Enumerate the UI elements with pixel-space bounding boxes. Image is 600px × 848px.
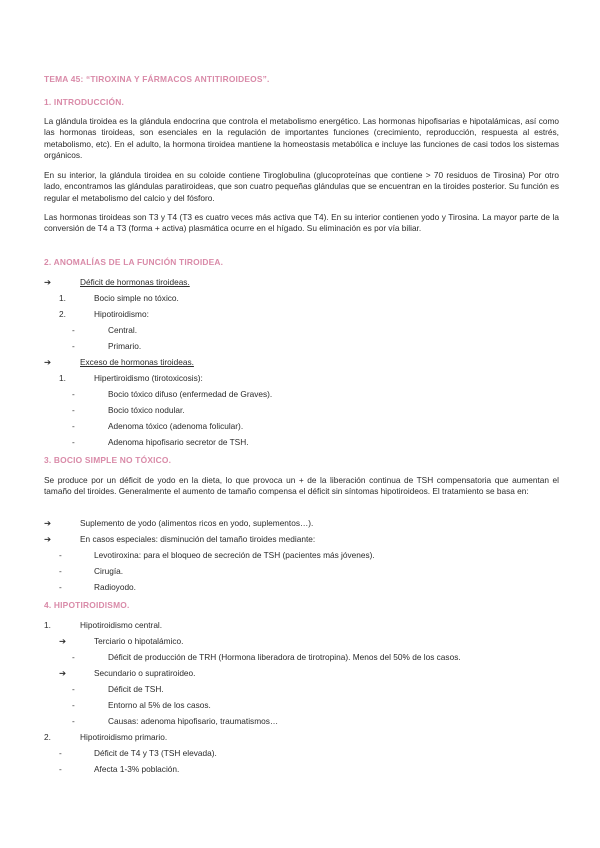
- list-item: Déficit de TSH.: [108, 684, 164, 694]
- list-number: 2.: [59, 309, 66, 319]
- list-item: Secundario o supratiroideo.: [94, 668, 196, 678]
- list-item: Adenoma tóxico (adenoma folicular).: [108, 421, 244, 431]
- list-item: Adenoma hipofisario secretor de TSH.: [108, 437, 249, 447]
- section-heading-anomalias: 2. ANOMALÍAS DE LA FUNCIÓN TIROIDEA.: [44, 257, 224, 267]
- document-title: TEMA 45: “TIROXINA Y FÁRMACOS ANTITIROIDEOS”.: [44, 74, 270, 84]
- paragraph: Se produce por un déficit de yodo en la dieta, lo que provoca un + de la liberación continua de TSH compensatoria que aumentan el tamaño del tiroides. Generalmente el aumento de tamaño compensa el déficit sin síntomas hipotiroideos. El tratamiento se basa en:: [44, 475, 559, 497]
- list-number: 1.: [59, 373, 66, 383]
- dash-bullet: -: [59, 748, 62, 758]
- dash-bullet: -: [72, 389, 75, 399]
- arrow-bullet-icon: ➔: [44, 534, 51, 544]
- dash-bullet: -: [72, 437, 75, 447]
- list-item: Déficit de producción de TRH (Hormona liberadora de tirotropina). Menos del 50% de los casos.: [108, 652, 461, 662]
- dash-bullet: -: [72, 684, 75, 694]
- dash-bullet: -: [72, 341, 75, 351]
- list-item: Hipotiroidismo primario.: [80, 732, 168, 742]
- section-heading-introduccion: 1. INTRODUCCIÓN.: [44, 97, 124, 107]
- arrow-bullet-icon: ➔: [44, 357, 51, 367]
- dash-bullet: -: [59, 566, 62, 576]
- section-heading-hipotiroidismo: 4. HIPOTIROIDISMO.: [44, 600, 130, 610]
- list-item: Hipertiroidismo (tirotoxicosis):: [94, 373, 203, 383]
- dash-bullet: -: [72, 421, 75, 431]
- list-item: Cirugía.: [94, 566, 124, 576]
- list-item: Bocio simple no tóxico.: [94, 293, 179, 303]
- list-item: Suplemento de yodo (alimentos ricos en yodo, suplementos…).: [80, 518, 314, 528]
- list-item: Radioyodo.: [94, 582, 136, 592]
- arrow-bullet-icon: ➔: [59, 636, 66, 646]
- list-item: Hipotiroidismo:: [94, 309, 149, 319]
- dash-bullet: -: [72, 652, 75, 662]
- list-item: Bocio tóxico difuso (enfermedad de Graves).: [108, 389, 273, 399]
- paragraph: En su interior, la glándula tiroidea en su coloide contiene Tiroglobulina (glucoproteínas que contiene > 70 residuos de Tirosina) Por otro lado, encontramos las glándulas paratiroideas, que son cuatro pequeñas glándulas que se encuentran en la tiroides posterior. Su función es regular el metabolismo del calcio y del fósforo.: [44, 170, 559, 203]
- section-heading-bocio: 3. BOCIO SIMPLE NO TÓXICO.: [44, 455, 172, 465]
- list-item: Levotiroxina: para el bloqueo de secreción de TSH (pacientes más jóvenes).: [94, 550, 375, 560]
- list-item: Causas: adenoma hipofisario, traumatismos…: [108, 716, 279, 726]
- dash-bullet: -: [59, 764, 62, 774]
- dash-bullet: -: [72, 700, 75, 710]
- list-item: Déficit de T4 y T3 (TSH elevada).: [94, 748, 217, 758]
- dash-bullet: -: [72, 325, 75, 335]
- arrow-bullet-icon: ➔: [44, 518, 51, 528]
- list-number: 2.: [44, 732, 51, 742]
- arrow-bullet-icon: ➔: [59, 668, 66, 678]
- list-item: Entorno al 5% de los casos.: [108, 700, 211, 710]
- list-item: Exceso de hormonas tiroideas.: [80, 357, 194, 367]
- paragraph: Las hormonas tiroideas son T3 y T4 (T3 es cuatro veces más activa que T4). En su interior contienen yodo y Tirosina. La mayor parte de la conversión de T4 a T3 (forma + activa) plasmática ocurre en el hígado. Su eliminación es por vía biliar.: [44, 212, 559, 234]
- list-item: Central.: [108, 325, 138, 335]
- paragraph: La glándula tiroidea es la glándula endocrina que controla el metabolismo energético. Las hormonas hipofisarias e hipotalámicas, así como las hormonas tiroideas, son esenciales en la regulación de importantes funciones (crecimiento, reproducción, respuesta al estrés, metabolismo, etc). En el adulto, la hormona tiroidea mantiene la homeostasis metabólica e incluye las funciones de casi todos los sistemas orgánicos.: [44, 116, 559, 161]
- dash-bullet: -: [59, 550, 62, 560]
- list-item: Terciario o hipotalámico.: [94, 636, 184, 646]
- list-item: Afecta 1-3% población.: [94, 764, 180, 774]
- list-item: Primario.: [108, 341, 142, 351]
- dash-bullet: -: [72, 405, 75, 415]
- list-number: 1.: [59, 293, 66, 303]
- dash-bullet: -: [72, 716, 75, 726]
- list-item: Déficit de hormonas tiroideas.: [80, 277, 190, 287]
- list-item: En casos especiales: disminución del tamaño tiroides mediante:: [80, 534, 316, 544]
- list-item: Bocio tóxico nodular.: [108, 405, 185, 415]
- arrow-bullet-icon: ➔: [44, 277, 51, 287]
- list-number: 1.: [44, 620, 51, 630]
- list-item: Hipotiroidismo central.: [80, 620, 163, 630]
- dash-bullet: -: [59, 582, 62, 592]
